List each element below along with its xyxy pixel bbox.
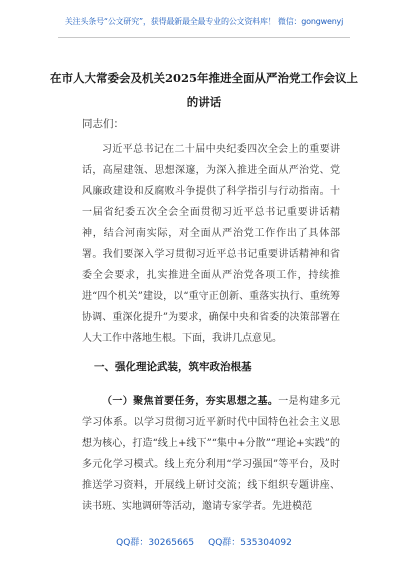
footer-contact (0, 537, 408, 549)
salutation: 同志们： (82, 118, 124, 130)
header-banner: 关注头条号“公文研究”，获得最新最全最专业的公文资料库！ 微信：gongwenyj (64, 17, 344, 26)
subsection-lead: （一）聚焦首要任务，夯实思想之基。 (102, 396, 279, 407)
document-title: 在市人大常委会及机关2025年推进全面从严治党工作会议上的讲话 (50, 71, 359, 109)
section-heading-1: 一、强化理论武装，筑牢政治根基 (94, 361, 252, 373)
header-divider (58, 37, 350, 38)
footer-qq-group-2: QQ群：535304092 (208, 538, 292, 548)
subsection-body: 一是构建多元学习体系。以学习贯彻习近平新时代中国特色社会主义思想为核心，打造“线上+线下”“集中+分散”“理论+实践”的多元化学习模式。线上充分利用“学习强国”等平台，及时推送学习资料，开展线上研讨交流；线下组织专题讲座、读书班、实地调研等活动，邀请专家学者。先进模范 (82, 396, 341, 512)
paragraph-intro: 习近平总书记在二十届中央纪委四次全会上的重要讲话，高屋建瓴、思想深邃，为深入推进全面从严治党、党风廉政建设和反腐败斗争提供了科学指引与行动指南。十一届省纪委五次全会全面贯彻习近平总书记重要讲话精神，结合河南实际，对全面从严治党工作作出了具体部署。我们要深入学习贯彻习近平总书记重要讲话精神和省委全会要求，扎实推进全面从严治党各项工作，持续推进“四个机关”建设，以“重守正创新、重落实执行、重统筹协调、重深化提升”为要求，确保中央和省委的决策部署在人大工作中落地生根。下面，我讲几点意见。 (82, 144, 340, 344)
footer-qq-group-1: QQ群：30265665 (116, 538, 195, 548)
paragraph-subsection-1 (82, 391, 340, 517)
